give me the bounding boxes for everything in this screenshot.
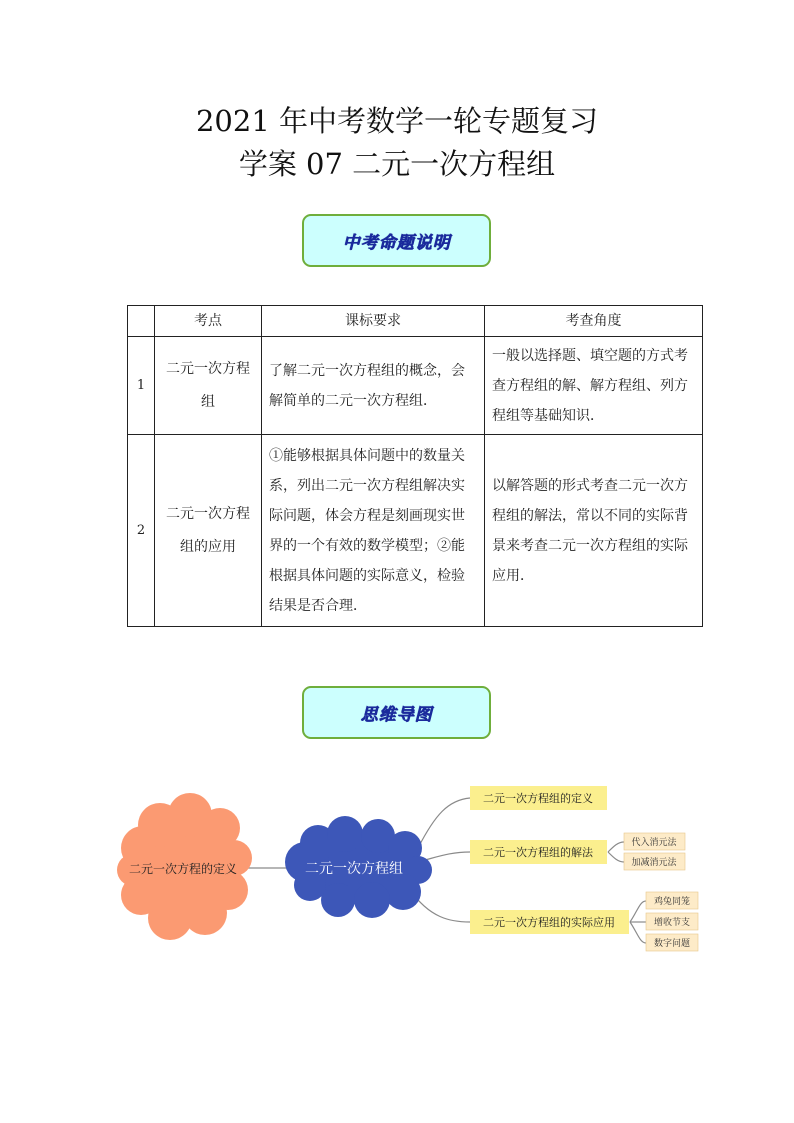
document-title: 2021 年中考数学一轮专题复习 bbox=[195, 104, 599, 138]
section-heading-text: 思维导图 bbox=[360, 705, 433, 725]
row-angle: 一般以选择题、填空题的方式考查方程组的解、解方程组、列方程组等基础知识． bbox=[485, 337, 703, 435]
child-node-substitution bbox=[624, 833, 685, 850]
child-node-income-expense bbox=[646, 913, 698, 930]
child-node-elimination bbox=[624, 853, 685, 870]
row-angle: 以解答题的形式考查二元一次方程组的解法，常以不同的实际背景来考查二元一次方程组的实际应用． bbox=[485, 435, 703, 627]
row-point: 二元一次方程组 bbox=[155, 337, 262, 435]
branch-label: 二元一次方程组的实际应用 bbox=[483, 916, 615, 929]
connector-center-to-branch-2 bbox=[425, 852, 470, 860]
section-heading-text: 中考命题说明 bbox=[342, 233, 451, 253]
row-index: 1 bbox=[128, 337, 155, 435]
branch-node-application bbox=[470, 910, 629, 934]
child-node-number-problem bbox=[646, 934, 698, 951]
connector-branch-3-child-1 bbox=[630, 901, 646, 922]
child-label: 数字问题 bbox=[653, 939, 691, 949]
header-cell-requirement: 课标要求 bbox=[262, 306, 485, 337]
connector-branch-3-child-3 bbox=[630, 922, 646, 943]
branch-label: 二元一次方程组的定义 bbox=[483, 792, 593, 805]
header-cell-point: 考点 bbox=[155, 306, 262, 337]
left-cloud-node bbox=[117, 793, 252, 940]
branch-node-solution bbox=[470, 840, 607, 864]
row-requirement: ①能够根据具体问题中的数量关系，列出二元一次方程组解决实际问题，体会方程是刻画现实世界的一个有效的数学模型；②能根据具体问题的实际意义，检验结果是否合理． bbox=[262, 435, 485, 627]
connector-branch-2-child-2 bbox=[608, 852, 624, 862]
child-label: 鸡兔同笼 bbox=[653, 897, 691, 907]
child-label: 加减消元法 bbox=[631, 858, 677, 868]
branch-label: 二元一次方程组的解法 bbox=[483, 846, 593, 859]
row-index: 2 bbox=[128, 435, 155, 627]
row-point: 二元一次方程组的应用 bbox=[155, 435, 262, 627]
center-cloud-label: 二元一次方程组 bbox=[305, 861, 403, 877]
branch-node-definition bbox=[470, 786, 607, 810]
header-cell-angle: 考查角度 bbox=[485, 306, 703, 337]
left-cloud-label: 二元一次方程的定义 bbox=[128, 862, 238, 876]
connector-branch-2-child-1 bbox=[608, 842, 624, 852]
child-node-chicken-rabbit bbox=[646, 892, 698, 909]
child-label: 增收节支 bbox=[653, 918, 691, 928]
document-subtitle: 学案 07 二元一次方程组 bbox=[238, 147, 556, 181]
center-cloud-node bbox=[285, 816, 432, 918]
row-requirement: 了解二元一次方程组的概念，会解简单的二元一次方程组． bbox=[262, 337, 485, 435]
child-label: 代入消元法 bbox=[631, 838, 677, 848]
connector-center-to-branch-1 bbox=[418, 798, 470, 848]
